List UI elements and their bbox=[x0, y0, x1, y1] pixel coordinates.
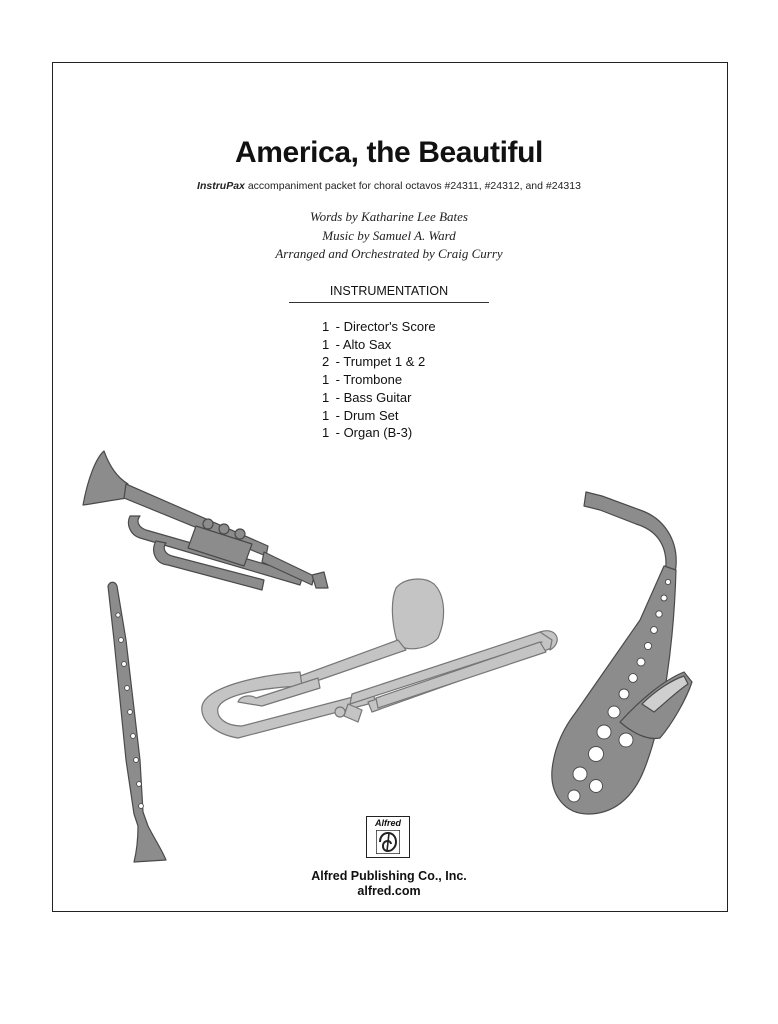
page-title: America, the Beautiful bbox=[235, 136, 543, 169]
list-item: 1 - Organ (B-3) bbox=[322, 425, 413, 441]
list-item: 1 - Drum Set bbox=[322, 407, 399, 423]
publisher-logo bbox=[366, 816, 410, 858]
saxophone-icon bbox=[552, 492, 692, 814]
logo-wordmark: Alfred bbox=[374, 818, 401, 828]
part-name: Trombone bbox=[343, 372, 403, 388]
part-quantity: 1 bbox=[322, 372, 330, 388]
part-quantity: 1 bbox=[322, 319, 330, 334]
instrumentation-heading: INSTRUMENTATION bbox=[329, 284, 449, 298]
part-quantity: 1 bbox=[322, 336, 330, 352]
part-name: Alto Sax bbox=[342, 336, 392, 352]
composer-credit: Music by Samuel A. Ward bbox=[322, 227, 456, 243]
product-brand: InstruPax bbox=[197, 180, 245, 192]
list-item: 1 - Director's Score bbox=[322, 319, 436, 334]
subtitle-text: accompaniment packet for choral octavos #24311, #24312, and #24313 bbox=[244, 180, 581, 192]
list-item: 2 - Trumpet 1 & 2 bbox=[322, 354, 426, 370]
trombone-icon bbox=[202, 579, 557, 738]
part-quantity: 1 bbox=[322, 407, 330, 423]
list-item: 1 - Alto Sax bbox=[322, 336, 392, 352]
part-name: Drum Set bbox=[343, 407, 399, 423]
trumpet-icon bbox=[83, 451, 328, 590]
part-quantity: 2 bbox=[322, 354, 330, 370]
list-item: 1 - Bass Guitar bbox=[322, 389, 412, 405]
arranger-credit: Arranged and Orchestrated by Craig Curry bbox=[275, 246, 503, 261]
part-name: Director's Score bbox=[343, 319, 436, 334]
publisher-name: Alfred Publishing Co., Inc. bbox=[311, 869, 467, 883]
part-name: Trumpet 1 & 2 bbox=[343, 354, 426, 370]
lyricist-credit: Words by Katharine Lee Bates bbox=[310, 209, 468, 224]
list-item: 1 - Trombone bbox=[322, 372, 403, 388]
part-name: Organ (B-3) bbox=[343, 425, 413, 441]
clarinet-icon bbox=[108, 582, 166, 862]
part-quantity: 1 bbox=[322, 425, 330, 441]
part-name: Bass Guitar bbox=[343, 389, 412, 405]
part-quantity: 1 bbox=[322, 389, 330, 405]
publisher-website: alfred.com bbox=[357, 884, 421, 898]
treble-clef-icon bbox=[376, 830, 400, 854]
